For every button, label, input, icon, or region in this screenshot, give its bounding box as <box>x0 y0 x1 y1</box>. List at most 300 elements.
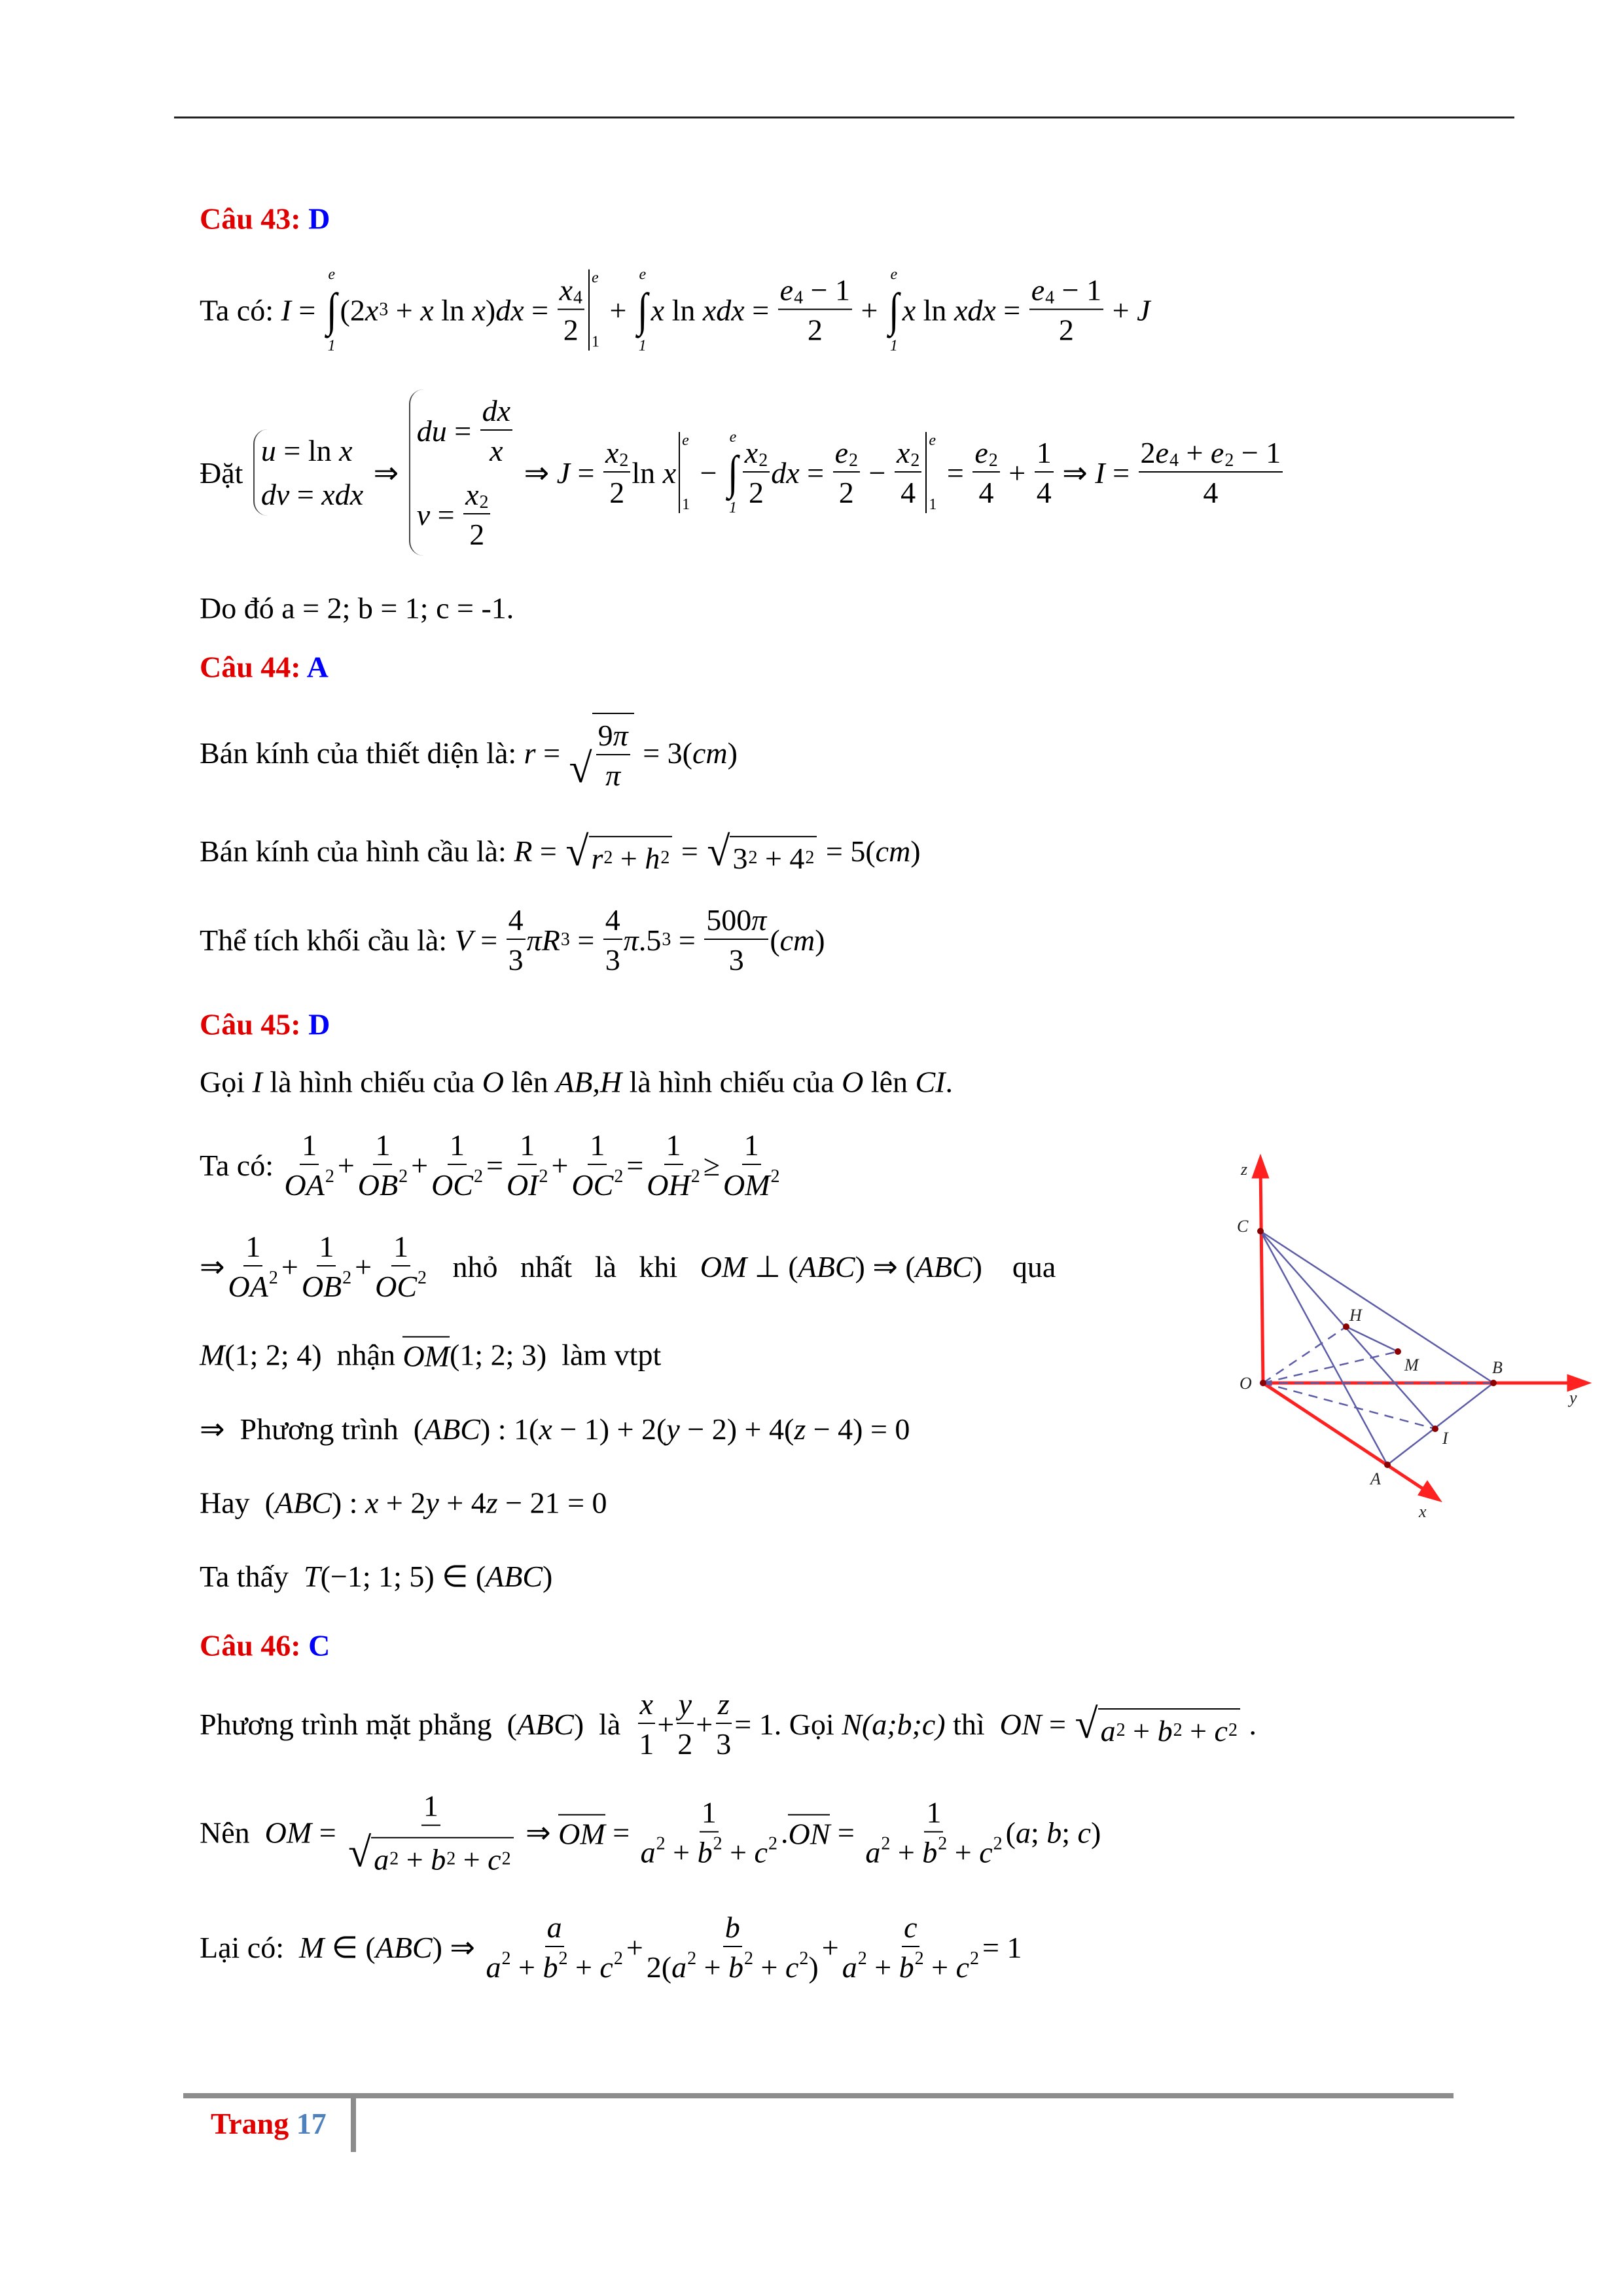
point-C <box>1257 1228 1264 1234</box>
q45-line2 <box>200 1128 783 1202</box>
math-var: OC <box>375 1270 418 1303</box>
text: ) là <box>573 1707 636 1741</box>
q45-line5 <box>200 1411 910 1446</box>
math-var: cm <box>692 736 728 770</box>
answer: C <box>308 1628 330 1662</box>
math-var: OA <box>228 1270 268 1303</box>
math-var: I <box>1095 456 1105 490</box>
superscript: 2 <box>614 1166 624 1187</box>
text: = <box>312 1816 344 1850</box>
text: Gọi <box>200 1065 253 1099</box>
math-var: ON <box>999 1707 1042 1741</box>
math-var: a <box>1100 1713 1116 1748</box>
fraction <box>558 273 584 348</box>
text: + <box>753 1950 785 1984</box>
fraction <box>1139 435 1283 510</box>
math-var: dx <box>495 293 524 327</box>
math-var: xdx <box>702 293 745 327</box>
text: Lại có: <box>200 1930 299 1964</box>
denominator <box>488 431 505 468</box>
text: thì <box>945 1707 1000 1741</box>
math-var: a <box>865 1836 881 1869</box>
denominator <box>562 310 580 348</box>
text: ) <box>1090 1816 1101 1850</box>
label-x: x <box>1419 1502 1427 1521</box>
lower-limit: 1 <box>682 496 690 513</box>
superscript: 2 <box>1224 450 1234 471</box>
numerator <box>664 1128 683 1165</box>
numerator <box>518 1128 537 1165</box>
denominator <box>607 473 626 510</box>
integral-sign <box>636 266 649 355</box>
text: + <box>1001 456 1033 490</box>
numerator <box>704 903 768 940</box>
superscript: 2 <box>501 1948 511 1969</box>
square-root <box>348 1829 513 1877</box>
math-var: x <box>339 434 353 467</box>
math-var: z <box>486 1486 498 1520</box>
radical-icon: √ <box>348 1829 372 1876</box>
math-var: x <box>639 1687 654 1721</box>
label-H: H <box>1349 1306 1362 1325</box>
superscript: 2 <box>805 848 815 869</box>
system-row <box>261 477 363 512</box>
text: − 4) = 0 <box>806 1412 910 1446</box>
math-var: OM <box>700 1249 747 1283</box>
system-row <box>417 477 514 552</box>
text: = 1 <box>982 1930 1022 1964</box>
lower-limit: 1 <box>591 333 599 351</box>
text: ln <box>664 293 703 327</box>
integral-icon: ∫ <box>326 283 337 336</box>
math-var: x <box>651 293 665 327</box>
math-var: a <box>640 1836 656 1869</box>
page-footer <box>211 2106 327 2141</box>
math-var: y <box>425 1486 439 1520</box>
evaluation-bar <box>588 270 599 351</box>
text: + <box>1182 1713 1215 1748</box>
text: 1 <box>743 1128 759 1162</box>
math-var: ABC <box>516 1707 574 1741</box>
superscript: 2 <box>849 450 859 471</box>
denominator <box>484 1947 624 1984</box>
fraction <box>645 1128 702 1202</box>
question-label: Câu 46: <box>200 1628 309 1662</box>
text: + 2 <box>378 1486 426 1520</box>
numerator <box>243 1229 262 1266</box>
text: Bán kính của thiết diện là: <box>200 736 524 770</box>
fraction <box>356 1128 410 1202</box>
radical-icon: √ <box>707 828 730 875</box>
radicand <box>1098 1708 1240 1748</box>
denominator <box>714 1724 733 1761</box>
text: + <box>696 1950 729 1984</box>
label-M: M <box>1404 1355 1419 1374</box>
text: = <box>446 414 479 448</box>
math-var: b <box>728 1950 744 1984</box>
numerator <box>558 273 584 310</box>
text: (1; 2; 3) làm vtpt <box>450 1338 662 1372</box>
text: + <box>388 293 421 327</box>
text: = <box>626 1148 644 1182</box>
math-var: I <box>281 293 291 327</box>
text: 1 <box>393 1230 409 1263</box>
text: = <box>532 834 565 869</box>
math-var: N(a;b;c) <box>842 1707 946 1741</box>
denominator <box>226 1266 280 1304</box>
fraction <box>373 1229 429 1304</box>
fraction <box>645 1910 821 1984</box>
z-arrow-icon <box>1254 1158 1267 1177</box>
text: 4 <box>508 903 524 937</box>
text: Thể tích khối cầu là: <box>200 923 455 957</box>
text: 4 <box>1036 476 1052 509</box>
denominator <box>283 1165 336 1202</box>
text: ) ⇒ <box>432 1931 483 1964</box>
text: + <box>411 1148 429 1182</box>
math-var: ABC <box>423 1412 480 1446</box>
text: Hay ( <box>200 1486 275 1520</box>
fraction <box>226 1229 280 1304</box>
label-I: I <box>1442 1429 1448 1448</box>
math-var: R <box>514 834 533 869</box>
text: ⇒ <box>516 456 557 490</box>
math-var: ABC <box>486 1559 543 1593</box>
text: (1; 2; 4) nhận <box>224 1338 403 1372</box>
math-var: x <box>490 434 503 467</box>
question-45-heading <box>200 1007 330 1042</box>
fraction <box>463 477 490 552</box>
fraction <box>603 435 630 510</box>
superscript: 2 <box>687 1948 697 1969</box>
numerator <box>778 273 852 310</box>
math-var: OM <box>723 1168 770 1202</box>
label-y: y <box>1569 1388 1577 1407</box>
fraction <box>603 903 622 977</box>
numerator <box>391 1229 410 1266</box>
numerator <box>596 718 630 755</box>
math-var: e <box>974 436 988 469</box>
edge-CA <box>1260 1231 1387 1465</box>
point-H <box>1343 1323 1349 1330</box>
text: + <box>281 1249 298 1283</box>
q45-line4 <box>200 1336 661 1374</box>
text: Phương trình mặt phẳng ( <box>200 1707 517 1741</box>
superscript: 2 <box>479 492 489 512</box>
superscript: 2 <box>910 450 920 471</box>
fraction <box>704 903 768 977</box>
numerator <box>902 1910 919 1947</box>
denominator <box>505 1165 550 1202</box>
question-43-heading <box>200 202 330 236</box>
q43-line2 <box>200 389 1284 556</box>
superscript: 2 <box>758 450 768 471</box>
text: = 3( <box>635 736 692 770</box>
text: Nên <box>200 1816 265 1850</box>
superscript: 2 <box>501 1848 511 1869</box>
text: 2( <box>646 1950 672 1984</box>
fraction <box>484 1910 624 1984</box>
text: ln <box>433 293 473 327</box>
math-var: c <box>1077 1816 1091 1850</box>
text: 2 <box>469 518 485 551</box>
superscript: 2 <box>619 450 629 471</box>
integral-sign <box>887 266 901 355</box>
denominator <box>727 940 746 977</box>
math-var: OM <box>558 1817 605 1851</box>
text: 1 <box>302 1128 317 1162</box>
math-var: x <box>744 436 758 469</box>
math-var: e <box>1031 273 1045 307</box>
superscript: 3 <box>662 929 671 950</box>
z-axis <box>1260 1165 1263 1383</box>
q46-line2 <box>200 1789 1101 1877</box>
math-var: r <box>524 736 536 770</box>
superscript: 2 <box>558 1948 568 1969</box>
math-var: V <box>454 923 473 957</box>
denominator <box>603 940 622 977</box>
text: + <box>355 1249 372 1283</box>
math-var: dx <box>482 394 511 427</box>
q45-line7 <box>200 1558 552 1594</box>
fraction <box>863 1795 1004 1870</box>
numerator <box>723 1910 742 1947</box>
text: = <box>995 293 1028 327</box>
text: ; <box>1061 1816 1078 1850</box>
math-var: I <box>252 1065 262 1099</box>
text: Đặt <box>200 456 251 490</box>
math-var: c <box>955 1950 970 1984</box>
footer-rule <box>183 2093 1454 2098</box>
text: + <box>626 1930 643 1964</box>
math-var: M <box>200 1338 225 1372</box>
text: − 1 <box>1234 436 1281 469</box>
text: 2 <box>807 313 823 347</box>
math-var: AB,H <box>556 1065 622 1099</box>
numerator <box>603 903 622 940</box>
tetrahedron-figure <box>1230 1145 1623 1604</box>
text: + <box>665 1836 698 1869</box>
text: 1 <box>666 1128 681 1162</box>
denominator <box>373 1266 429 1304</box>
math-var: x <box>539 1412 552 1446</box>
text: + <box>1105 293 1137 327</box>
text: 500 <box>706 903 752 937</box>
math-var: OB <box>301 1270 342 1303</box>
text: ∈ ( <box>324 1931 376 1964</box>
math-var: a <box>546 1910 562 1944</box>
math-var: OC <box>571 1168 614 1202</box>
math-var: du <box>416 414 447 448</box>
math-var: b <box>543 1950 558 1984</box>
text: + <box>923 1950 956 1984</box>
superscript: 2 <box>744 1948 754 1969</box>
numerator <box>742 1128 761 1165</box>
math-var: OB <box>357 1168 399 1202</box>
text: . <box>780 1816 789 1850</box>
square-root <box>1075 1700 1240 1748</box>
upper-limit: e <box>591 269 599 287</box>
text: 3 <box>732 841 748 875</box>
text: ⇒ <box>366 456 406 490</box>
superscript: 2 <box>473 1166 483 1187</box>
x-arrow-icon <box>1420 1483 1438 1499</box>
denominator <box>356 1165 410 1202</box>
denominator <box>1057 310 1076 348</box>
superscript: 2 <box>342 1268 352 1288</box>
math-var: OM <box>402 1339 450 1373</box>
fraction <box>639 1795 779 1870</box>
text: là hình chiếu của <box>622 1065 842 1099</box>
fraction <box>283 1128 336 1202</box>
math-var: π <box>613 719 628 752</box>
q43-line1 <box>200 266 1150 355</box>
text: ln <box>632 456 663 490</box>
denominator <box>603 755 622 793</box>
text: 1 <box>701 1796 717 1829</box>
text: + <box>821 1930 839 1964</box>
integral-icon: ∫ <box>728 446 738 499</box>
text: + <box>613 841 645 875</box>
denominator <box>899 473 918 510</box>
denominator <box>429 1165 485 1202</box>
denominator <box>1035 473 1054 510</box>
text: ) ⇒ ( <box>855 1250 916 1283</box>
numerator <box>716 1687 732 1724</box>
x-axis <box>1263 1383 1433 1496</box>
upper-limit: e <box>729 428 737 446</box>
math-var: π <box>623 923 639 957</box>
numerator <box>373 1128 392 1165</box>
math-var: b <box>1157 1713 1173 1748</box>
text: 1 <box>319 1230 334 1263</box>
math-var: x <box>605 436 619 469</box>
equation-system <box>409 389 514 556</box>
text: 4 <box>978 476 994 509</box>
q44-line1 <box>200 713 738 793</box>
text: ⊥ ( <box>747 1250 798 1283</box>
math-var: x <box>365 293 379 327</box>
square-root <box>565 827 672 876</box>
upper-limit: e <box>682 432 689 449</box>
text: 3 <box>716 1727 732 1761</box>
math-var: ABC <box>798 1249 855 1283</box>
math-var: a <box>1015 1816 1031 1850</box>
fraction <box>596 718 630 793</box>
math-var: b <box>1046 1816 1062 1850</box>
text: ) qua <box>972 1249 1056 1283</box>
superscript: 4 <box>573 287 582 308</box>
system-row <box>417 393 514 468</box>
fraction <box>714 1687 733 1761</box>
segment-HM <box>1346 1327 1398 1352</box>
text: + <box>551 1148 569 1182</box>
superscript: 2 <box>399 1166 408 1187</box>
denominator <box>467 514 486 552</box>
math-var: c <box>785 1950 799 1984</box>
superscript: 2 <box>603 848 613 869</box>
text: + 4 <box>438 1486 486 1520</box>
page-number: 17 <box>296 2107 327 2140</box>
point-O <box>1260 1380 1266 1386</box>
text: ⇒ Phương trình ( <box>200 1412 424 1446</box>
text: .5 <box>638 923 662 957</box>
math-var: a <box>486 1950 501 1984</box>
text: = <box>569 923 602 957</box>
answer: A <box>306 650 329 684</box>
math-var: OH <box>647 1168 690 1202</box>
math-var: dv <box>260 478 290 511</box>
text: ) <box>543 1559 553 1593</box>
text: 1 <box>926 1796 942 1829</box>
math-var: CI <box>915 1065 946 1099</box>
math-var: x <box>472 293 486 327</box>
q45-line3 <box>200 1229 1056 1304</box>
lower-limit: 1 <box>929 496 937 513</box>
text: = <box>430 497 463 531</box>
text: = 5( <box>818 834 876 869</box>
math-var: M <box>299 1930 325 1964</box>
text: + <box>866 1950 899 1984</box>
text: ) : <box>331 1486 365 1520</box>
superscript: 2 <box>325 1166 334 1187</box>
fraction <box>300 1229 353 1304</box>
text: = <box>524 293 556 327</box>
text: 1 <box>520 1128 535 1162</box>
math-var: OA <box>284 1168 325 1202</box>
numerator <box>545 1910 564 1947</box>
label-z: z <box>1241 1160 1248 1179</box>
text: 2 <box>677 1727 693 1761</box>
radical-icon: √ <box>1075 1700 1098 1748</box>
text: lên <box>863 1065 916 1099</box>
fraction <box>637 1687 656 1761</box>
math-var: c <box>599 1950 613 1984</box>
text: 1 <box>450 1128 465 1162</box>
text: = <box>1041 1707 1074 1741</box>
vector <box>558 1814 605 1852</box>
math-var: z <box>794 1412 806 1446</box>
math-var: b <box>724 1910 740 1944</box>
denominator <box>300 1266 353 1304</box>
superscript: 2 <box>539 1166 548 1187</box>
text: + <box>510 1950 543 1984</box>
text: ; <box>1030 1816 1047 1850</box>
q44-line2 <box>200 827 921 876</box>
math-var: x <box>902 293 916 327</box>
text: ) <box>815 923 825 957</box>
radicand <box>592 713 634 793</box>
text: ) <box>727 736 738 770</box>
text: − <box>692 456 725 490</box>
text: = <box>671 923 704 957</box>
math-var: ABC <box>375 1930 433 1964</box>
numerator <box>743 435 770 473</box>
upper-limit: e <box>890 266 898 283</box>
equation-system <box>253 429 363 516</box>
numerator <box>1139 435 1283 473</box>
numerator <box>895 435 921 473</box>
point-B <box>1490 1380 1497 1386</box>
segment-OI <box>1263 1383 1435 1429</box>
numerator <box>1029 273 1103 310</box>
math-var: c <box>488 1842 501 1876</box>
fraction <box>972 435 999 510</box>
numerator <box>677 1687 694 1724</box>
fraction <box>778 273 852 348</box>
header-rule <box>174 117 1514 118</box>
text: − 21 = 0 <box>497 1486 607 1520</box>
